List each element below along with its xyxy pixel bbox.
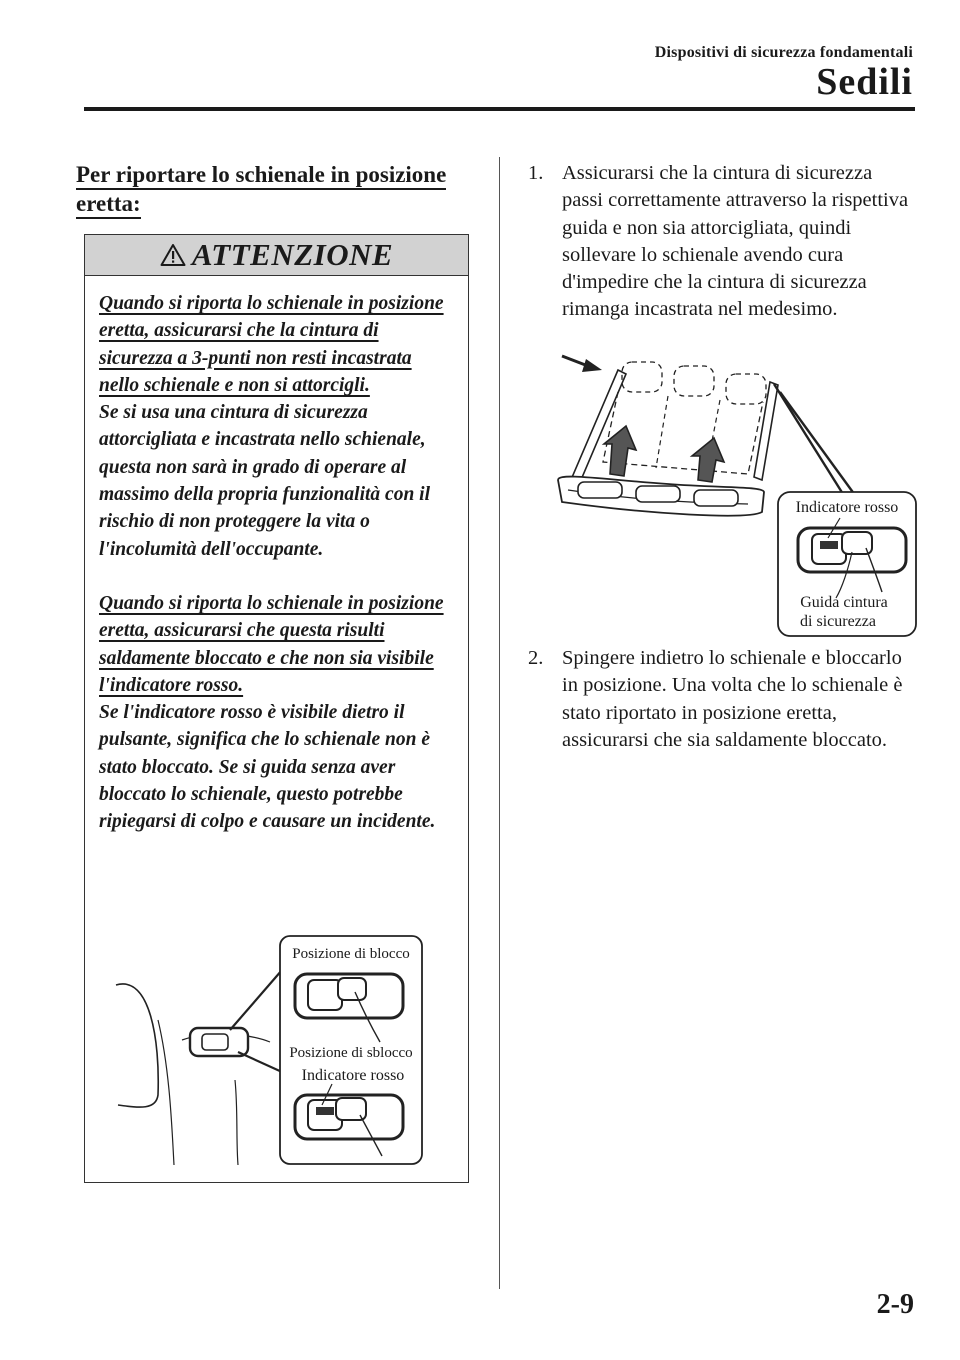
step-1 — [528, 160, 918, 324]
step-1-text: Assicurarsi che la cintura di sicurezza passi correttamente attraverso la rispettiva guida e non sia attorcigliata, quindi sollevare lo schienale avendo cura d'impedire che la cintura di sicurezza rimanga incastrata nel medesimo. — [562, 162, 909, 321]
warning-header — [85, 235, 468, 276]
subheading — [76, 160, 456, 218]
rear-seat-figure — [548, 352, 920, 638]
warning-p2-text: Se l'indicatore rosso è visibile dietro il pulsante, significa che lo schienale non è stato bloccato. Se si guida senza aver bloccato lo schienale, questo potrebbe ripiegarsi di colpo e causare un incidente. — [99, 702, 436, 833]
warning-title: ATTENZIONE — [191, 237, 394, 272]
subheading-text: Per riportare lo schienale in posizione eretta: — [76, 162, 446, 219]
step-1-number: 1. — [528, 162, 544, 184]
column-divider — [499, 157, 500, 1289]
step-2 — [528, 645, 918, 754]
red-indicator-mark-right — [820, 541, 838, 549]
warning-body — [85, 276, 468, 836]
red-indicator-mark — [316, 1107, 334, 1115]
page-number: 2-9 — [876, 1289, 914, 1320]
red-indicator-label-right: Indicatore rosso — [795, 499, 899, 516]
header-section-label: Dispositivi di sicurezza fondamentali — [654, 44, 913, 61]
warning-triangle-icon — [160, 243, 186, 267]
belt-guide-label-line1: Guida cintura — [800, 594, 888, 611]
paragraph-gap — [99, 563, 454, 590]
warning-p1-text: Se si usa una cintura di sicurezza attorcigliata e incastrata nello schienale, questa non sarà in grado di operare al massimo della propria funzionalità con il rischio di non proteggere la vita o l'incolumità dell'occupante. — [99, 402, 431, 560]
lock-position-label: Posizione di blocco — [292, 946, 410, 962]
red-indicator-label-left: Indicatore rosso — [301, 1067, 405, 1084]
belt-guide-label-line2: di sicurezza — [800, 613, 876, 630]
unlock-position-label: Posizione di sblocco — [289, 1045, 413, 1061]
warning-p2-underlined: Quando si riporta lo schienale in posizione eretta, assicurarsi che questa risulti saldamente bloccato e che non sia visibile l'indicatore rosso. — [99, 592, 444, 696]
seat-lock-figure — [110, 930, 426, 1170]
step-2-number: 2. — [528, 647, 544, 669]
step-2-text: Spingere indietro lo schienale e bloccarlo in posizione. Una volta che lo schienale è stato riportato in posizione eretta, assicurarsi che sia saldamente bloccato. — [562, 647, 903, 751]
warning-p1-underlined: Quando si riporta lo schienale in posizione eretta, assicurarsi che la cintura di sicurezza a 3-punti non resti incastrata nello schienale e non si attorcigli. — [99, 293, 444, 396]
header-rule — [84, 107, 915, 111]
header-title: Sedili — [816, 61, 913, 103]
